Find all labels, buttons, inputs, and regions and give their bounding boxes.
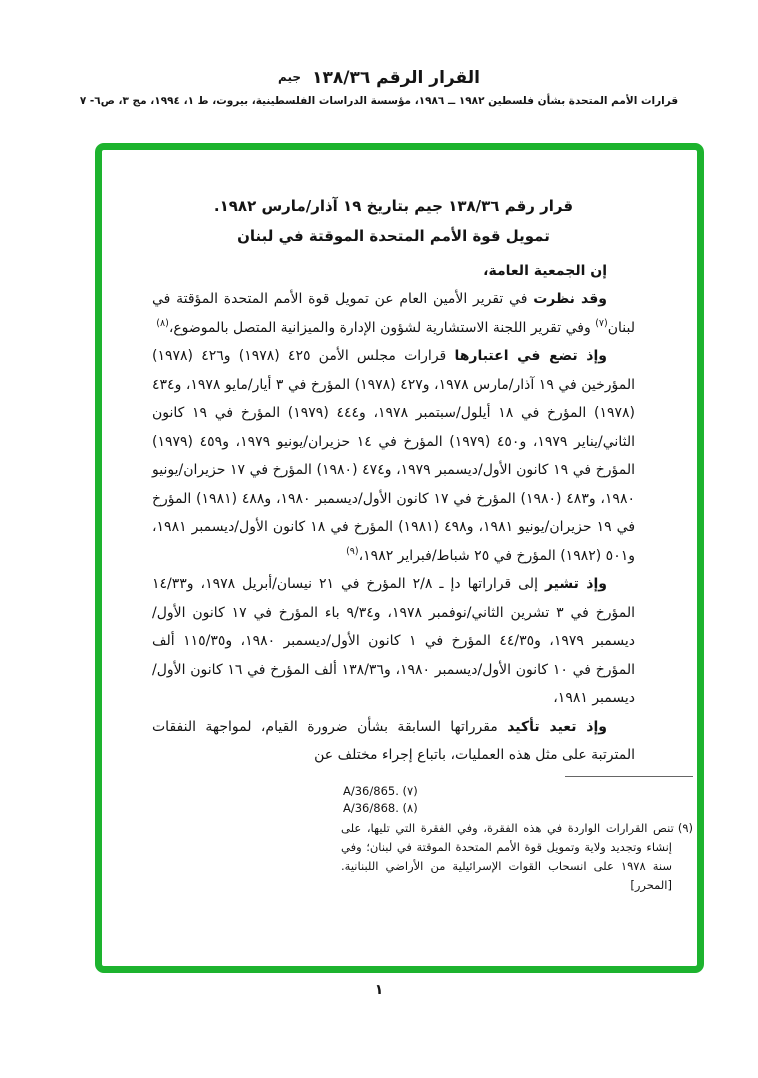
paragraph-text: قرارات مجلس الأمن ٤٢٥ (١٩٧٨) و٤٢٦ (١٩٧٨) المؤرخين في ١٩ آذار/مارس ١٩٧٨، و٤٢٧ (١٩٧٨) المؤرخ في ٣ أيار/مايو ١٩٧٨، و٤٣٤ (١٩٧٨) المؤرخ في ١٨ أيلول/سبتمبر ١٩٧٨، و٤٤٤ (١٩٧٩) المؤرخ في ١٩ كانون الثاني/يناير ١٩٧٩، و٤٥٠ (١٩٧٩) المؤرخ في ١٤ حزيران/يونيو ١٩٧٩، و٤٥٩ (١٩٧٩) المؤرخ في ١٩ كانون الأول/ديسمبر ١٩٧٩، و٤٧٤ (١٩٨٠) المؤرخ في ١٧ حزيران/يونيو ١٩٨٠، و٤٨٣ (١٩٨٠) المؤرخ في ١٧ كانون الأول/ديسمبر ١٩٨٠، و٤٨٨ (١٩٨١) المؤرخ في ١٩ حزيران/يونيو ١٩٨١، و٤٩٨ (١٩٨١) المؤرخ في ١٨ كانون الأول/ديسمبر ١٩٨١، و٥٠١ (١٩٨٢) المؤرخ في ٢٥ شباط/فبراير ١٩٨٢،	[152, 348, 636, 564]
salutation-line: إن الجمعية العامة،	[483, 263, 607, 279]
paragraph-text: مقرراتها السابقة بشأن ضرورة القيام، لمواجهة النفقات المترتبة على مثل هذه العمليات، باتباع إجراء مختلف عن	[152, 718, 635, 763]
paragraph-text: في تقرير الأمين العام عن تمويل قوة الأمم المتحدة المؤقتة في لبنان	[152, 291, 635, 336]
paragraph-text: إلى قراراتها دإ ـ ٢/٨ المؤرخ في ٢١ نيسان/أبريل ١٩٧٨، و١٤/٣٣ المؤرخ في ٣ تشرين الثاني/نوفمبر ١٩٧٨، و٩/٣٤ باء المؤرخ في ١٧ كانون الأول/ديسمبر ١٩٧٩، و٤٤/٣٥ المؤرخ في ١ كانون الأول/ديسمبر ١٩٨٠، و١١٥/٣٥ ألف المؤرخ في ١٠ كانون الأول/ديسمبر ١٩٨٠، و١٣٨/٣٦ ألف المؤرخ في ١٦ كانون الأول/ديسمبر ١٩٨١،	[152, 576, 636, 706]
paragraph-text: وفي تقرير اللجنة الاستشارية لشؤون الإدارة والميزانية المتصل بالموضوع،	[168, 319, 596, 336]
resolution-number-title: القرار الرقم ١٣٨/٣٦	[312, 68, 480, 88]
paragraph-recalling-resolutions	[152, 570, 635, 713]
paragraph-considered-report	[152, 285, 635, 342]
document-title: قرار رقم ١٣٨/٣٦ جيم بتاريخ ١٩ آذار/مارس ١٩٨٢.	[213, 197, 574, 215]
header-title-line	[0, 68, 758, 88]
footnotes-block	[341, 776, 693, 895]
paragraph-lead: وإذ تشير	[544, 576, 607, 592]
footnote-number: (٧)	[402, 783, 418, 798]
page-number: ١	[374, 982, 384, 998]
source-citation: قرارات الأمم المتحدة بشأن فلسطين ١٩٨٢ ــ ١٩٨٦، مؤسسة الدراسات الفلسطينية، بيروت، ط ١، ١٩٩٤، مج ٣، ص٦- ٧	[79, 95, 679, 107]
footnote-7	[341, 783, 693, 801]
footnote-ref-9: (٩)	[346, 545, 359, 557]
paragraph-lead: وقد نظرت	[533, 291, 607, 307]
footnote-number: (٩)	[677, 820, 693, 835]
footnote-8	[341, 800, 693, 818]
footnote-9	[341, 819, 693, 895]
document-subtitle: تمويل قوة الأمم المتحدة الموقتة في لبنان	[237, 227, 550, 245]
paragraph-security-council-resolutions	[152, 342, 635, 570]
document-body	[102, 150, 697, 966]
footnote-un-document-ref: A/36/868.	[343, 801, 399, 815]
footnote-separator	[565, 776, 693, 777]
footnote-un-document-ref: A/36/865.	[343, 783, 399, 798]
footnote-number: (٨)	[402, 801, 418, 815]
document-frame	[95, 143, 704, 973]
paragraph-reaffirming-decisions	[152, 713, 635, 770]
page-header	[0, 68, 758, 107]
paragraph-lead: وإذ تعيد تأكيد	[507, 718, 607, 735]
footnote-ref-7: (٧)	[595, 317, 608, 329]
paragraph-lead: وإذ تضع في اعتبارها	[454, 348, 607, 364]
resolution-letter-suffix: جيم	[278, 70, 302, 84]
footnote-text: تنص القرارات الواردة في هذه الفقرة، وفي الفقرة التي تليها، على إنشاء وتجديد ولاية وتمويل قوة الأمم المتحدة الموقتة في لبنان؛ وفي سنة ١٩٧٨ على انسحاب القوات الإسرائيلية من الأراضي اللبنانية. [المحرر]	[341, 820, 674, 892]
footnote-ref-8: (٨)	[156, 317, 169, 329]
